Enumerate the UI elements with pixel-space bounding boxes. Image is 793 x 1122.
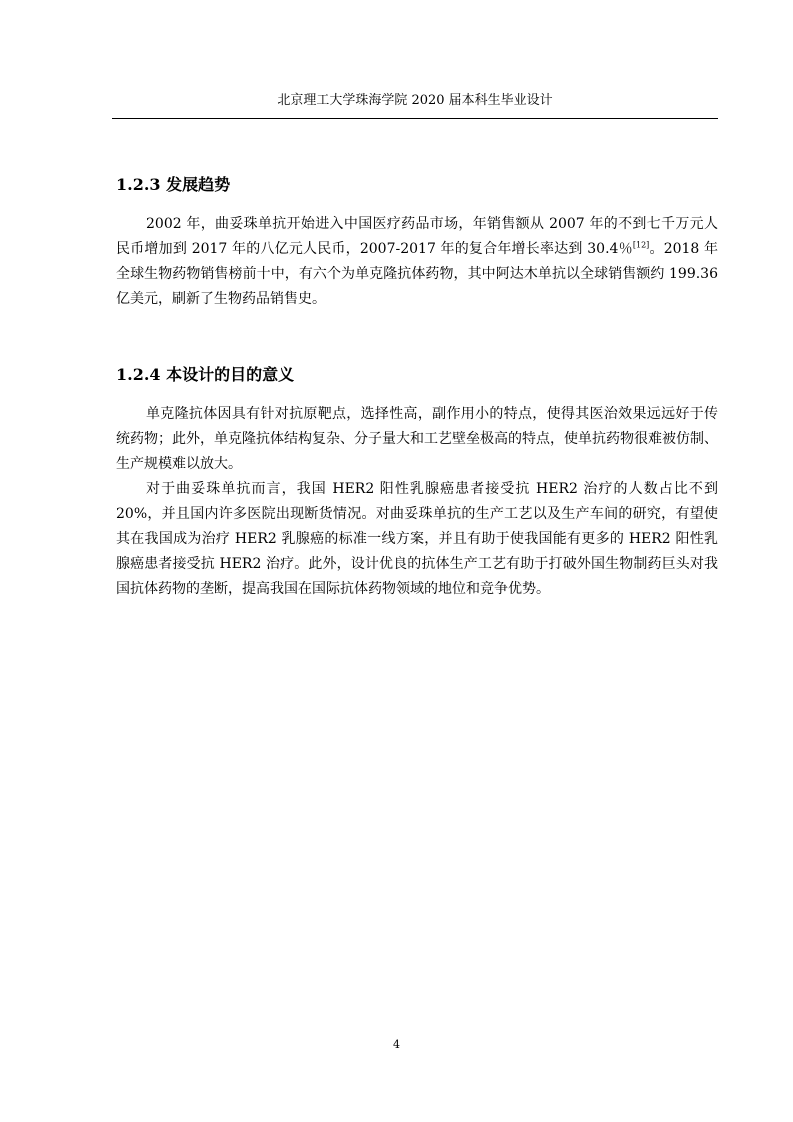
citation: [12] <box>632 240 650 250</box>
section-title: 1.2.3 发展趋势 <box>116 175 231 194</box>
paragraph-text: 2002 年，曲妥珠单抗开始进入中国医疗药品市场，年销售额从 2007 年的不到七千万元人民币增加到 2017 年的八亿元人民币，2007-2017 年的复合年增长率达到 30.4％ <box>116 216 718 257</box>
page-number: 4 <box>393 1038 400 1051</box>
paragraph: 单克隆抗体因具有针对抗原靶点，选择性高，副作用小的特点，使得其医治效果远远好于传统药物；此外，单克隆抗体结构复杂、分子量大和工艺壁垒极高的特点，使单抗药物很难被仿制、生产规模难以放大。 <box>116 406 718 472</box>
section-title: 1.2.4 本设计的目的意义 <box>116 365 295 384</box>
header-rule <box>112 118 718 119</box>
paragraph: 对于曲妥珠单抗而言，我国 HER2 阳性乳腺癌患者接受抗 HER2 治疗的人数占比不到 20%，并且国内许多医院出现断货情况。对曲妥珠单抗的生产工艺以及生产车间的研究，有望使其在我国成为治疗 HER2 乳腺癌的标准一线方案，并且有助于使我国能有更多的 HER2 阳性乳腺癌患者接受抗 HER2 治疗。此外，设计优良的抗体生产工艺有助于打破外国生物制药巨头对我国抗体药物的垄断，提高我国在国际抗体药物领域的地位和竞争优势。 <box>116 481 718 597</box>
paragraph-text-after: 。2018 年全球生物药物销售榜前十中，有六个为单克隆抗体药物，其中阿达木单抗以全球销售额约 199.36 亿美元，刷新了生物药品销售史。 <box>116 241 718 307</box>
section-1-2-3 <box>116 174 718 312</box>
paragraph <box>116 212 718 312</box>
page-header: 北京理工大学珠海学院 2020 届本科生毕业设计 <box>277 93 553 108</box>
section-1-2-4 <box>116 364 718 602</box>
